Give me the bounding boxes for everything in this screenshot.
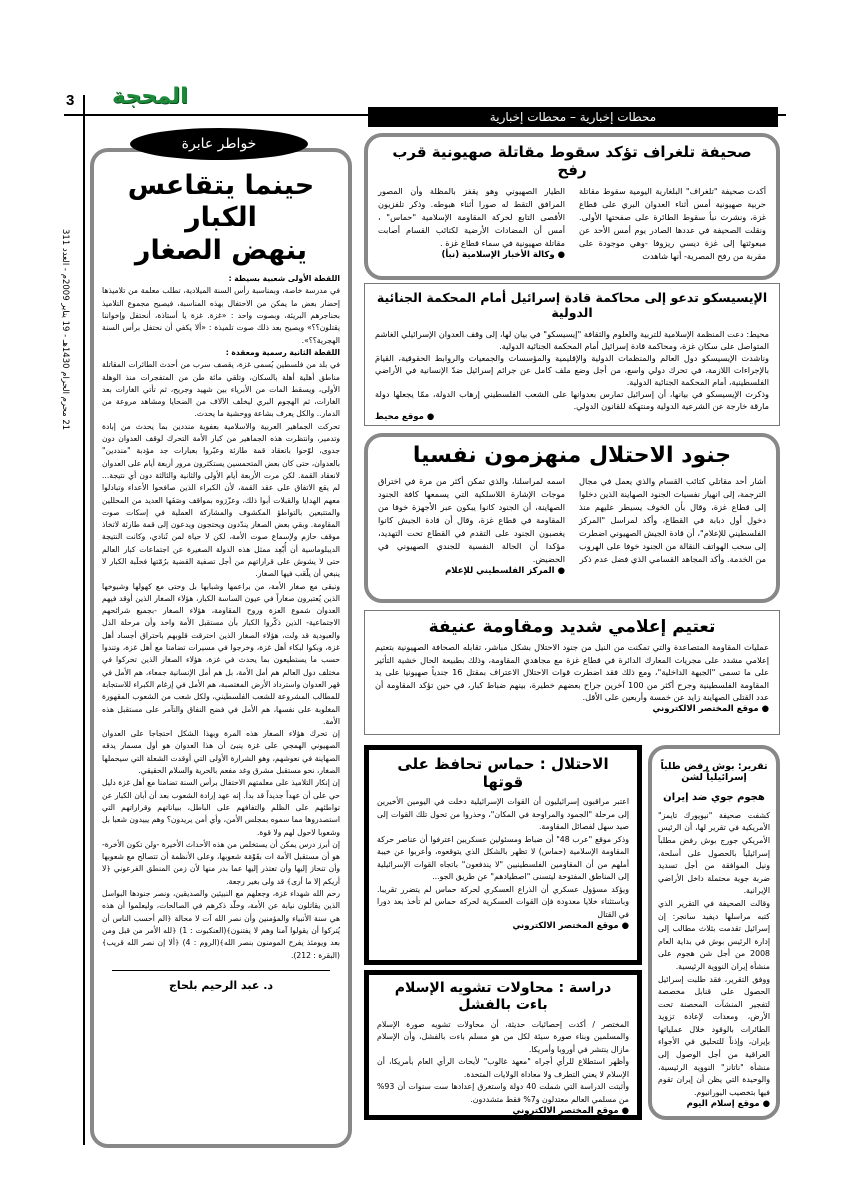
opinion-subhead: اللقطة الثانية رسمية ومعقدة : xyxy=(225,347,340,357)
article-title: صحيفة تلغراف تؤكد سقوط مقاتلة صهيونية قرب رفح xyxy=(392,143,752,179)
article-paragraph: كشفت صحيفة "نيويورك تايمز" الأمريكية في تقرير لها، أن الرئيس الأمريكي جورج بوش رفض مطلباً إسرائيلياً بالحصول على أسلحة، ونيل الموافقة من أجل تسديد ضربة جوية محتملة داخل الأراضي الإيرانية. xyxy=(658,810,770,896)
opinion-title-line2: ينهض الصغار xyxy=(134,234,308,266)
author-signature: د. عبد الرحيم بلحاج xyxy=(168,978,274,992)
article-paragraph: وذكر موقع "عرب 48" أن ضباط ومسئولين عسكريين اعترفوا أن عناصر حركة المقاومة الإسلامية (حماس) لا تظهر بالشكل الذي يتوقعوه، وأعربوا عن خيبة أملهم من أن المقاومين الفلسطينيين "لا يندفعون" باتجاه القوات الإسرائيلية إلى المناطق المفتوحة ليتسنى "اصطيادهم" عن طريق الجو... xyxy=(377,834,629,881)
publication-logo: المحجة xyxy=(112,84,188,109)
article-paragraph: عمليات المقاومة المتصاعدة والتي تمكنت من النيل من جنود الاحتلال بشكل مباشر، تقابله الصحافة الصهيونية بتعتيم إعلامي مشدد على مجريات المعارك الدائرة في قطاع غزة مع مجاهدي المقاومة، وذلك بطبيعة الحال خشية التأثير على ما تسمى "الجبهة الداخلية"، ومع ذلك فقد اضطرت قوات الاحتلال الاعتراف بمقتل 16 جندياً صهيونيا على يد المقاومة الفلسطينية وجرح أكثر من 100 آخرين جراح بعضهم خطيرة، بينهم ضباط كبار، في حين تؤكد المقاومة أن عدد القتلى الصهاينة زايد عن خمسة وأربعين على الأقل. xyxy=(375,642,769,703)
article-paragraph: محيط: دعت المنظمة الإسلامية للتربية والعلوم والثقافة "إيسيسكو" في بيان لها، إلى وقف العدوان الإسرائيلي الغاشم المتواصل على سكان غزة، ومحاكمة قادة إسرائيل أمام المحكمة الجنائية الدولية. xyxy=(375,329,769,351)
article-source: ● وكالة الأخبار الإسلامية (نبأ) xyxy=(378,250,565,260)
opinion-body xyxy=(102,273,340,962)
article-body-col-right: أكدت صحيفة "تلغراف" البلغارية اليومية سقوط مقاتلة حربية صهيونية أمس أثناء العدوان البري على قطاع غزة، ونشرت نبأ سقوط الطائرة على صفحتها الأولى. ونقلت الصحيفة في عددها الصادر يوم أمس الأحد عن مبعوثتها إلى غزة ديسي ريزوفا -وهي موجودة على مقربة من رفح المصرية- أنها شاهدت xyxy=(579,186,766,261)
opinion-paragraph: في مدرسة خاصة، وبمناسبة رأس السنة الميلادية، تطلب معلمة من تلاميذها إحضار بعض ما يمكن من الاحتفال بهذه المناسبة، فيصيح مجموع التلاميذ بحناجرهم البريئة، وبصوت واحد : «غزة. غزة يا أستاذة، أنحتفل وإخواننا يقتلون؟؟» ويصيح بعد ذلك صوت تلميذة : «ألا يكفي أن نحتفل برأس السنة الهجرية؟؟». xyxy=(102,286,340,345)
opinion-paragraph: إن أبرز درس يمكن أن يستخلص من هذه الأحداث الأخيرة -ولن تكون الأخرة- هو أن مستقبل الأمة ات بقَوْمَة شعوبها، وعلى الأنظمة أن تتصالح مع شعوبها وأن تنحاز إليها وأن تعتذر إليها عما بدر منها لأن زمن المنطق الفرعوني ﴿لا أريكم إلا ما أرى﴾ قد ولى بغير رجعة. xyxy=(102,839,340,886)
article-paragraph: وأثبتت الدراسة التي شملت 40 دولة واستغرق إعدادها ست سنوات أن 93% من مسلمي العالم معتدلون و7% فقط متشددون. xyxy=(377,1082,630,1104)
article-source: ● المركز الفلسطيني للإعلام xyxy=(378,566,565,576)
article-paragraph: وذكرت الإيسيسكو في بيانها، أن إسرائيل تمارس بعدوانها على الشعب الفلسطيني إرهاب الدولة، ممّا يجعلها دولة مارقة خارجة عن الشرعية الدولية ومنتهكة للقانون الدولي. xyxy=(375,389,769,411)
article-paragraph: اعتبر مراقبون إسرائيليون أن القوات الإسرائيلية دخلت في اليومين الأخيرين إلى مرحلة "الجمود والمراوحة في المكان"، وحذروا من تحول تلك القوات إلى صيد سهل لفصائل المقاومة. xyxy=(377,797,629,831)
article-paragraph: وقالت الصحيفة في التقرير الذي كتبه مراسلها ديفيد سانجر: إن إسرائيل تقدمت بثلاث مطالب إلى إدارة الرئيس بوش في بداية العام 2008 من أجل شن هجوم على منشأة إيران النووية الرئيسية. xyxy=(658,898,770,971)
article-source: ● موقع إسلام اليوم xyxy=(658,1099,770,1109)
article-title: جنود الاحتلال منهزمون نفسيا xyxy=(412,443,732,468)
section-label-oval: خواطر عابرة xyxy=(130,128,308,160)
opinion-subhead: اللقطة الأولى شعبية بسيطة : xyxy=(228,274,340,284)
article-body-col-right: أشار أحد مقاتلي كتائب القسام والذي يعمل في مجال الترجمة، إلى انهيار نفسيات الجنود الصهاينة الذين دخلوا إلى قطاع غزة، وقال بأن الخوف يسيطر عليهم منذ دخول أول دبابة في القطاع، وأكد لمراسل "المركز الفلسطيني للإعلام"، أن قادة الجيش الصهيوني اضطرت إلى سحب الهواتف النقالة من الجنود خوفا على الهروب من الخدمة. وأكد المجاهد القسامي الذي فضل عدم ذكر xyxy=(579,476,766,565)
issue-date-line: 21 محرم الحرام 1430هـ - 19 يناير 2009م - العدد 311 xyxy=(60,228,70,430)
article-source: ● موقع المختصر الالكتروني xyxy=(377,921,629,931)
article-title: تعتيم إعلامي شديد ومقاومة عنيفة xyxy=(428,617,716,637)
opinion-paragraph: تحركت الجماهير العربية والاسلامية بعفوية منددين بما يحدث من إبادة وتدمير، وانتظرت هذه الجماهير من كبار الأمة التحرك لوقف العدوان دون جدوى، لوّحوا بانعقاد قمة طارئة وعبّروا بعبارات جد مؤدبة "منددين" بالعدوان، حتى كان بعض المتحمسين يستكثرون مرور أربعة أيام على العدوان لانعقاد القمة. لكن مرت الأربعة أيام الأولى والثانية والثالثة دون أي نتيجة... لم يقع الاتفاق على عقد القمة، لأن الكبراء الذين صافحوا الأعداء وتبادلوا معهم الهدايا والقبلات أبوا ذلك، وعزّزوه بمواقف وصَفَها العديد من المحللين والمتتبعين بالتواطؤ المكشوف والمشاركة العملية في إسكات صوت المقاومة. وبقي بعض الصغار يندّدون ويحتجون ويدعون إلى قمة طارئة لاتخاذ موقف حازم ولإسماع صوت الأمة، لكن لا حياة لمن تُنادي، وكانت النتيجة الديبلوماسية أن أُبْعِد ممثل هذه الدولة الصغيرة عن اجتماعات كبار العالم حتى لا يشوش على قراراتهم من أجل تصفية القضية برُمّتها فحلَبة الكبار لا ينبغي أن يلْعَب فيها الصغار. xyxy=(102,421,340,579)
article-source: ● موقع المختصر الالكتروني xyxy=(375,704,769,714)
article-hamas xyxy=(364,745,642,965)
article-title: الاحتلال : حماس تحافظ على قوتها xyxy=(397,755,609,791)
article-paragraph: ووفق التقرير، فقد طلبت إسرائيل الحصول على قنابل مخصصة لتفجير المنشآت المحصنة تحت الأرض، ومعدات لإعادة تزويد الطائرات بالوقود خلال عملياتها بإيران، وإذناً للتحليق في الأجواء العراقية من أجل الوصول إلى منشأة "ناتانز" النووية الرئيسية، والوحيدة التي يظن أن إيران تقوم فيها بتخصيب اليورانيوم. xyxy=(658,974,770,1097)
opinion-paragraph: إن إنكار التلاميذ على معلمتهم الاحتفال برأس السنة تضامنا مع أهل غزة دليل حي على أن عهداً جديداً قد بدأ. إنه عهد إرادة الشعوب بعد أن أبان الكبار عن تواطئهم على الظلم والتفافهم على الباطل، ببياناتهم وقراراتهم التي استصدروها مما سموه بمجلس الأمن، وأي أمن يريدون؟ وهم يبيدون شعبا بل وشعوبا لاحول لهم ولا قوة. xyxy=(102,778,340,837)
article-paragraph: المختصر / أكدت إحصائيات حديثة، أن محاولات تشويه صورة الإسلام والمسلمين وبناء صورة سيئة لكل من هو مسلم باءت بالفشل، وأن الإسلام مازال ينتشر في أوروبا وأمريكا. xyxy=(377,1019,629,1054)
article-title: الإيسيسكو تدعو إلى محاكمة قادة إسرائيل أمام المحكمة الجنائية الدولية xyxy=(376,290,768,320)
article-title-line2: هجوم جوي ضد إيران xyxy=(663,791,765,803)
opinion-paragraph: في بلد من فلسطين يُسمى غزة، يقصف سرب من أحدث الطائرات المقاتلة مناطق أهلية أهلة بالسكان، وتلقي مائة طن من المتفجرات منذ الوهلة الأولى، ويسقط المات من الأبرياء بين شهيد وجريح، ثم تأتي الغارات بعد الغارات، ثم الهجوم البري ليخلف الآلاف من الضحايا ومشاهد مروعة من الدمار.. والكل يعرف بشاعة ووحشية ما يحدث. xyxy=(102,360,340,419)
article-paragraph: وأظهر استطلاع للرأي أجراه "معهد غالوب" لأبحاث الرأي العام بأمريكا، أن الإسلام لا يعني التطرف ولا معاداة الولايات المتحدة. xyxy=(377,1057,629,1079)
article-paragraph: ويؤكد مسؤول عسكري أن الذراع العسكري لحركة حماس لم يتضرر تقريبا. وباستثناء خلايا معدودة فإن القوات العسكرية لحركة حماس لم تأخذ بعد دورا في القتال xyxy=(377,884,629,919)
opinion-paragraph: رحم الله شهداء غزة، وجعلهم مع النبيئين والصديقين، ونصر جنودها البواسل الذين يقاتلون نيابة عن الأمة، وخلّد ذكرهم في الصالحات، وليعلموا أن هذه هي سنة الأنبياء والمؤمنين وأن نصر الله آت لا محالة ﴿الم أحسب الناس أن يُتركوا أن يقولوا آمنا وهم لا يفتنون﴾(العنكبوت : 1) ﴿لله الأمر من قبل ومن بعد ويومئذ يفرح المومنون بنصر الله﴾(الروم : 4) ﴿ألا إن نصر الله قريب﴾(البقرة : 212). xyxy=(102,889,340,960)
article-islam-study xyxy=(364,970,642,1120)
article-bush-iran xyxy=(648,745,780,1120)
margin-rule xyxy=(83,95,85,1145)
article-source: ● موقع محيط xyxy=(375,412,769,422)
article-title: دراسة : محاولات تشويه الإسلام باءت بالفشل xyxy=(394,980,612,1013)
article-soldiers xyxy=(364,433,780,603)
article-source: ● موقع المختصر الالكتروني xyxy=(377,1106,629,1116)
article-telegraph xyxy=(364,133,780,280)
page-number: 3 xyxy=(66,92,75,109)
article-body-col-left: اسمه لمراسلنا، والذي تمكن أكثر من مرة في اختراق موجات الإشارة اللاسلكية التي يسمعها كافة الجنود الصهاينة، أن الجنود كانوا يبكون عبر الأجهزة خوفا من المقاومة في قطاع غزة، وقال أن قادة الجيش كانوا يغصبون الجنود على التقدم في القطاع تحت التهديد، مؤكدا أن الحالة النفسية للجندي الصهيوني في الحضيض. xyxy=(378,476,565,565)
article-body-col-left: الطيار الصهيوني وهو يقفز بالمظلة وأن المصور المرافق التقط له صورا أثناء هبوطه. وذكر تلفزيون الأقصى التابع لحركة المقاومة الإسلامية "حماس" ، أمس أن المضادات الأرضية لكتائب القسام أصابت مقاتلة صهيونية في سماء قطاع غزة . xyxy=(378,186,565,248)
article-paragraph: وناشدت الإيسيسكو دول العالم والمنظمات الدولية والإقليمية والمؤسسات والجمعيات والروابط الحقوقية، القيامَ بالإجراءات اللازمة، في تحرك دولي واسع، من أجل وضع ملف كامل عن جرائم إسرائيل ضدّ الإنسانية في الأراضي الفلسطينية، أمام المحكمة الجنائية الدولية. xyxy=(375,353,769,387)
opinion-paragraph: إن تحرك هؤلاء الصغار هذه المرة وبهذا الشكل احتجاجا على العدوان الصهيوني الهمجي على غزة ينبئ أن هذا العدوان هو أول مسمار يدقه الصهاينة في نعوشهم، وهو الشرارة الأولى التي أوقدت الشعلة التي سيحملها الصغار، نحو مستقبل مشرق وغد مفعم بالحرية والسلام الحقيقي. xyxy=(102,729,340,776)
article-title-line1: تقرير: بوش رفض طلباً إسرائيلياً لشن xyxy=(660,761,768,784)
section-banner: محطات إخبارية – محطات إخبارية xyxy=(368,107,778,127)
opinion-title-line1: حينما يتقاعس الكبار xyxy=(127,170,315,234)
opinion-paragraph: ونبقى مع صغار الأمة، من براعمها وشبابها بل وحتى مع كهولها وشيوخها الذين يُعتبرون صغاراً في عيون الساسة الكبار، هؤلاء الصغار الذين أوقد فيهم العدوان شموع العزة وروح المقاومة، هؤلاء الصغار -بجميع شرائحهم الاجتماعية- الذين ذكّروا الكبار بأن مستقبل الأمة واحد وأن مرحلة الذل والعبودية قد ولت، هؤلاء الصغار الذين احترقت قلوبهم باحتراق أجساد أهل غزة، وبكوا لبكاء أهل غزة، وخرجوا في مسيرات تضامنا مع أهل غزة، وتندوا حسب ما يستطيعون بما يحدث في غزة، هؤلاء الصغار الذين تحركوا في مختلف دول العالم هم أمل الأمة، بل هم أمل الإنسانية جمعاء، هم الأمل في قهر العدوان واسترداد الأرض المغتصبة، هم الأمل في إرغام الكبراء للاستجابة للمطالب المشروعة للشعب الفلسطيني، ولكل شعب من الشعوب المقهورة المغلوبة على نفسها، هم الأمل في فضح النفاق والتآمر على مستقبل هذه الأمة. xyxy=(102,581,340,726)
article-isesco xyxy=(364,283,780,426)
article-blackout xyxy=(364,610,780,735)
opinion-column xyxy=(90,148,352,1148)
signature-rule xyxy=(112,970,330,971)
